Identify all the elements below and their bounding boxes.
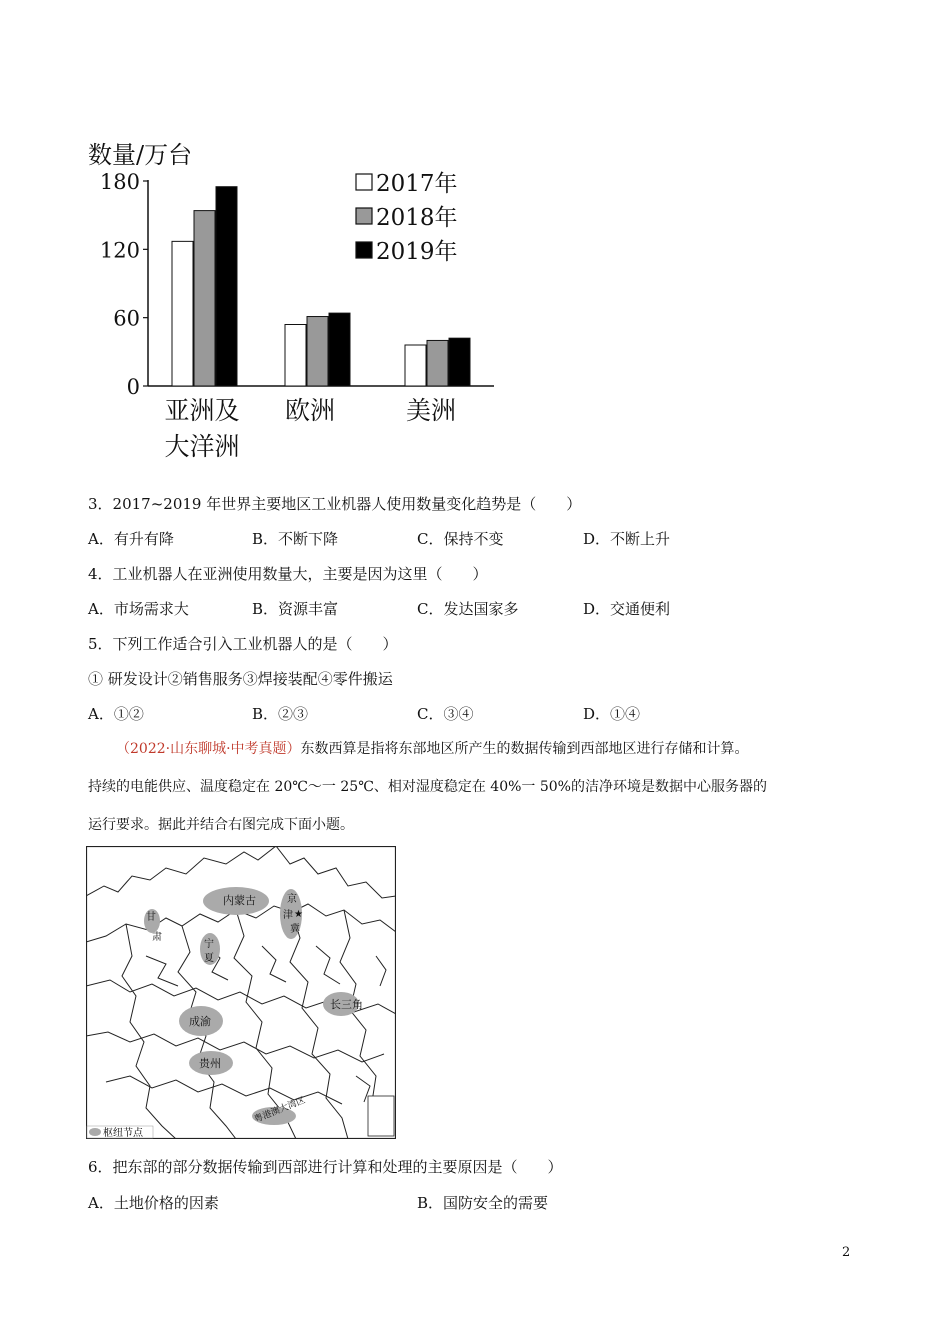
page-number: 2: [842, 1245, 851, 1260]
q3-option-a: A．有升有降: [88, 530, 174, 548]
q5-option-b: B．②③: [252, 705, 309, 723]
q6-option-a: A．土地价格的因素: [88, 1194, 219, 1212]
star-icon: ★: [294, 909, 303, 920]
south-china-sea-inset: [368, 1096, 394, 1136]
q3-option-d: D．不断上升: [583, 530, 671, 548]
bar-2-2018年: [307, 317, 328, 386]
category-label: 大洋洲: [164, 432, 240, 461]
label-gansu-bottom: 肃: [152, 932, 162, 943]
q5-option-a: A．①②: [88, 705, 144, 723]
passage-line-3: 运行要求。据此并结合右图完成下面小题。: [88, 817, 354, 833]
label-neimenggu: 内蒙古: [223, 894, 256, 907]
y-tick-label: 120: [99, 238, 140, 263]
q4-option-b: B．资源丰富: [252, 600, 339, 618]
label-gansu-top: 甘: [146, 912, 156, 923]
passage-line-2: 持续的电能供应、温度稳定在 20℃～一 25℃、相对湿度稳定在 40%一 50%的洁净环境是数据中心服务器的: [88, 779, 767, 795]
legend-hub-icon: [89, 1128, 101, 1136]
q5-option-c: C．③④: [417, 705, 474, 723]
bar-2-2017年: [285, 325, 306, 387]
passage-source: （2022·山东聊城·中考真题）: [116, 741, 301, 757]
legend-swatch: [356, 242, 372, 258]
bar-1-2017年: [172, 241, 193, 386]
question-3: 3．2017~2019 年世界主要地区工业机器人使用数量变化趋势是（ ）: [88, 495, 582, 513]
label-jin: 津: [283, 910, 293, 921]
question-5: 5．下列工作适合引入工业机器人的是（ ）: [88, 635, 398, 653]
bar-1-2019年: [216, 187, 237, 386]
q3-option-b: B．不断下降: [252, 530, 339, 548]
bar-2-2019年: [329, 313, 350, 386]
legend-swatch: [356, 208, 372, 224]
q4-option-d: D．交通便利: [583, 600, 671, 618]
legend-label: 2018年: [376, 205, 458, 231]
label-ji: 冀: [290, 924, 300, 935]
question-5-items: ① 研发设计②销售服务③焊接装配④零件搬运: [88, 670, 393, 688]
label-guizhou: 贵州: [199, 1057, 221, 1070]
label-chengyu: 成渝: [189, 1015, 211, 1028]
chart-y-axis-label: 数量/万台: [88, 141, 193, 169]
passage-line-1: [116, 739, 749, 759]
china-data-hub-map: [86, 846, 396, 1139]
passage-line-1-text: 东数西算是指将东部地区所产生的数据传输到西部地区进行存储和计算。: [300, 741, 749, 757]
legend-label: 2019年: [376, 239, 458, 265]
map-legend-label: 枢纽节点: [103, 1128, 143, 1139]
question-6: 6．把东部的部分数据传输到西部进行计算和处理的主要原因是（ ）: [88, 1158, 563, 1176]
q6-option-b: B．国防安全的需要: [417, 1194, 549, 1212]
y-tick-label: 60: [113, 306, 140, 331]
bar-3-2018年: [427, 340, 448, 386]
label-yuegangao: 粤港澳大湾区: [253, 1095, 307, 1126]
robot-count-bar-chart: [84, 136, 504, 466]
category-label: 亚洲及: [164, 396, 240, 425]
label-jing: 京: [287, 894, 297, 905]
y-tick-label: 0: [126, 375, 140, 399]
q5-option-d: D．①④: [583, 705, 641, 723]
bar-1-2018年: [194, 211, 215, 386]
bar-3-2017年: [405, 345, 426, 386]
question-4: 4．工业机器人在亚洲使用数量大，主要是因为这里（ ）: [88, 565, 488, 583]
label-ningxia-top: 宁: [204, 939, 214, 950]
y-tick-label: 180: [99, 170, 140, 194]
label-ningxia-bottom: 夏: [204, 953, 214, 964]
legend-swatch: [356, 174, 372, 190]
label-changsanjiao: 长三角: [330, 998, 363, 1011]
q4-option-a: A．市场需求大: [88, 600, 189, 618]
category-label: 欧洲: [284, 396, 336, 425]
legend-label: 2017年: [376, 171, 458, 197]
bar-3-2019年: [449, 338, 470, 386]
q4-option-c: C．发达国家多: [417, 600, 519, 618]
q3-option-c: C．保持不变: [417, 530, 504, 548]
category-label: 美洲: [405, 396, 457, 425]
